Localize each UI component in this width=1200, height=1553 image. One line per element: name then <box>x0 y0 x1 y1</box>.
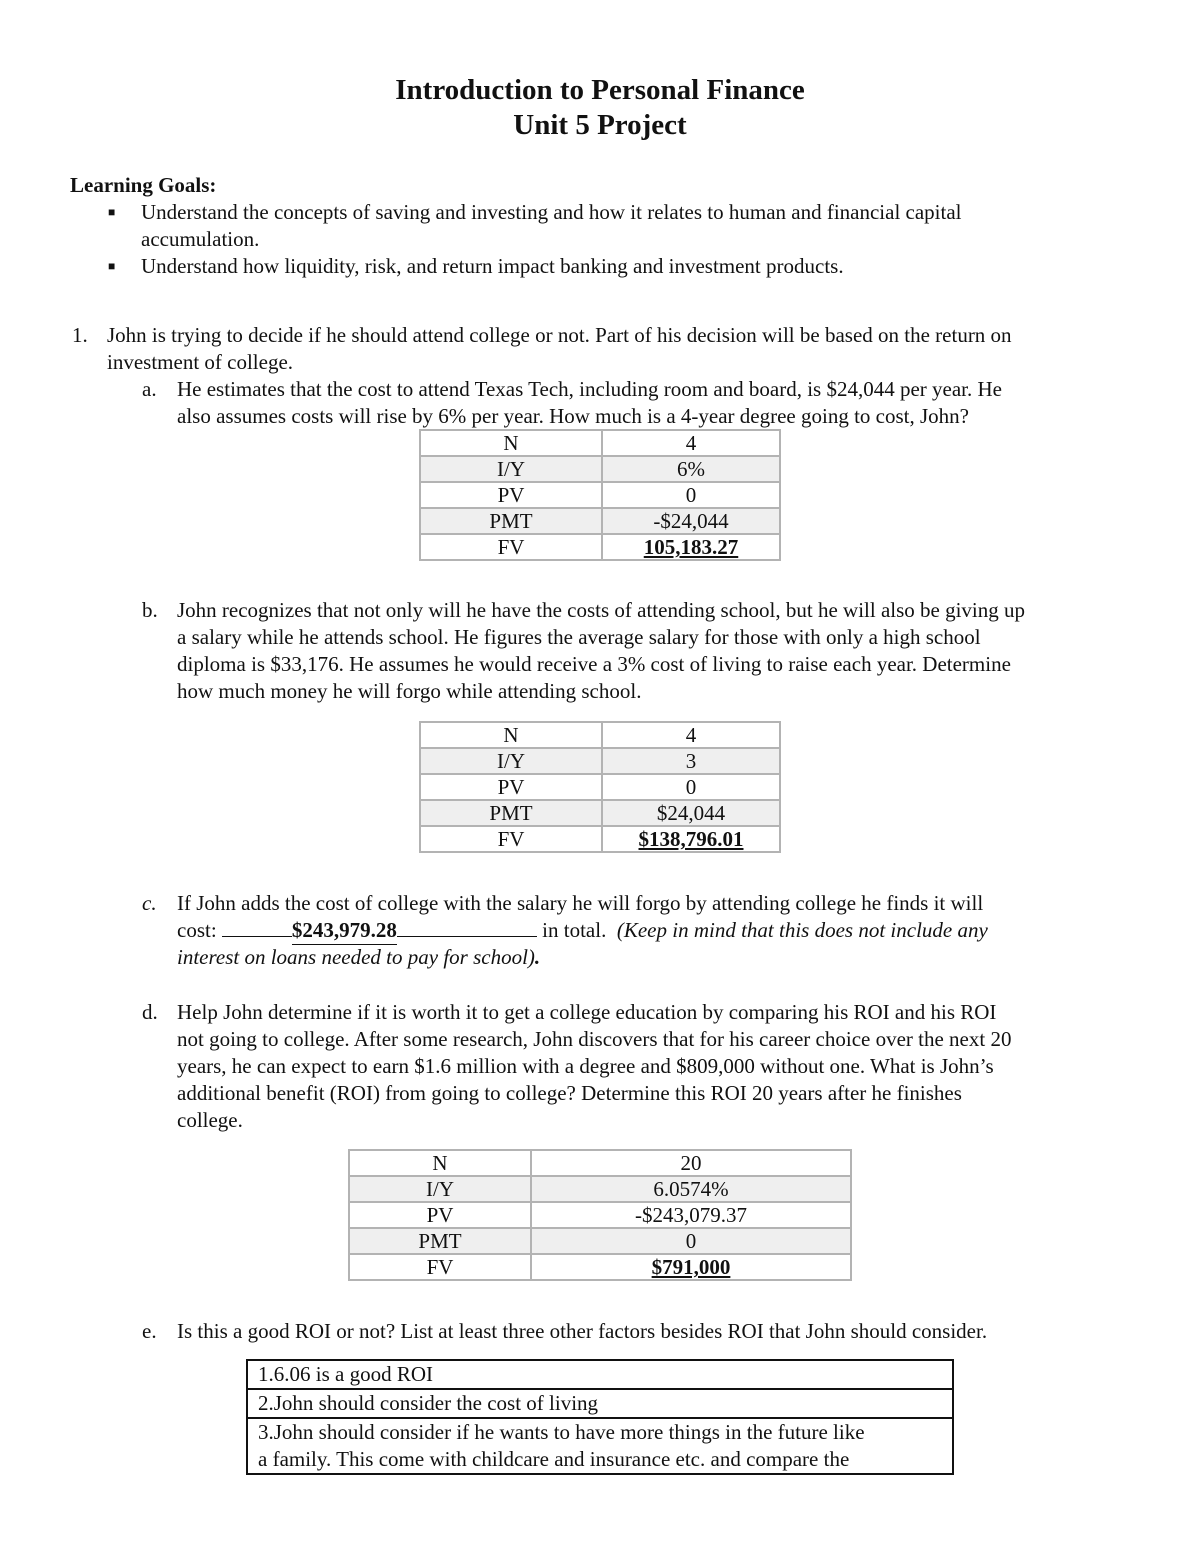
page-title: Introduction to Personal Finance <box>395 74 805 106</box>
row-value <box>602 534 780 560</box>
answer-line: 2.John should consider the cost of living <box>247 1389 953 1418</box>
part-a-text: He estimates that the cost to attend Texas Tech, including room and board, is $24,044 per year. He <box>177 377 1002 401</box>
table-row <box>349 1176 851 1202</box>
table-row <box>420 826 780 852</box>
row-label: I/Y <box>349 1176 531 1202</box>
row-value: 0 <box>602 482 780 508</box>
goal-line: Understand how liquidity, risk, and return impact banking and investment products. <box>141 254 844 278</box>
part-e-text: Is this a good ROI or not? List at least three other factors besides ROI that John should consider. <box>177 1319 988 1343</box>
table-row <box>420 800 780 826</box>
table-row <box>420 534 780 560</box>
answer-box <box>246 1359 954 1475</box>
answer-line: 1.6.06 is a good ROI <box>247 1360 953 1389</box>
part-d-text: college. <box>177 1108 243 1132</box>
table-row <box>247 1360 953 1389</box>
part-b-text: diploma is $33,176. He assumes he would receive a 3% cost of living to raise each year. Determine <box>177 652 1011 676</box>
part-c-letter: c. <box>142 891 157 915</box>
row-value: 20 <box>531 1150 851 1176</box>
tvm-table-a <box>419 429 781 561</box>
part-d-text: Help John determine if it is worth it to get a college education by comparing his ROI and his ROI <box>177 1000 997 1024</box>
part-e-letter: e. <box>142 1319 157 1343</box>
row-label: FV <box>349 1254 531 1280</box>
question-text: investment of college. <box>107 350 294 374</box>
table-row <box>420 456 780 482</box>
part-c-text: If John adds the cost of college with the salary he will forgo by attending college he finds it will <box>177 891 984 915</box>
bullet-icon: ■ <box>108 259 116 273</box>
part-d-text: years, he can expect to earn $1.6 million with a degree and $809,000 without one. What is John’s <box>177 1054 994 1078</box>
row-label: N <box>349 1150 531 1176</box>
part-a-letter: a. <box>142 377 157 401</box>
row-label: PV <box>349 1202 531 1228</box>
fv-answer: $138,796.01 <box>638 827 744 851</box>
table-row <box>420 722 780 748</box>
answer-text: a family. This come with childcare and insurance etc. and compare the <box>258 1447 850 1471</box>
part-d-text: not going to college. After some research, John discovers that for his career choice over the next 20 <box>177 1027 1012 1051</box>
fv-answer: 105,183.27 <box>643 535 739 559</box>
tvm-table-b <box>419 721 781 853</box>
row-value: $24,044 <box>602 800 780 826</box>
answer-text: 3.John should consider if he wants to have more things in the future like <box>258 1420 865 1444</box>
note-text: interest on loans needed to pay for school) <box>177 945 535 969</box>
page-subtitle: Unit 5 Project <box>513 109 687 141</box>
table-row <box>420 748 780 774</box>
part-d-text: additional benefit (ROI) from going to college? Determine this ROI 20 years after he finishes <box>177 1081 962 1105</box>
row-label: N <box>420 430 602 456</box>
row-label: PV <box>420 774 602 800</box>
cost-suffix: in total. <box>536 918 617 942</box>
table-row <box>420 430 780 456</box>
row-label: FV <box>420 826 602 852</box>
row-label: FV <box>420 534 602 560</box>
blank-line <box>222 936 292 937</box>
total-cost-answer: $243,979.28 <box>292 917 397 945</box>
table-row <box>247 1418 953 1474</box>
table-row <box>349 1150 851 1176</box>
row-value: 4 <box>602 722 780 748</box>
answer-line <box>247 1418 953 1474</box>
row-value: 0 <box>602 774 780 800</box>
goal-line: Understand the concepts of saving and investing and how it relates to human and financial capital <box>141 200 962 224</box>
fv-answer: $791,000 <box>651 1255 731 1279</box>
part-c-cost-line <box>177 917 988 945</box>
part-c-note <box>177 944 540 971</box>
question-number: 1. <box>72 323 88 347</box>
question-text: John is trying to decide if he should attend college or not. Part of his decision will be based on the return on <box>107 323 1012 347</box>
row-value <box>531 1254 851 1280</box>
row-label: PMT <box>420 508 602 534</box>
table-row <box>420 774 780 800</box>
bullet-icon: ■ <box>108 205 116 219</box>
row-value: 6% <box>602 456 780 482</box>
row-value: -$24,044 <box>602 508 780 534</box>
row-value: 0 <box>531 1228 851 1254</box>
table-row <box>349 1254 851 1280</box>
row-label: PMT <box>420 800 602 826</box>
blank-line <box>397 936 537 937</box>
part-d-letter: d. <box>142 1000 158 1024</box>
part-a-text: also assumes costs will rise by 6% per year. How much is a 4-year degree going to cost, John? <box>177 404 969 428</box>
row-value <box>602 826 780 852</box>
row-label: N <box>420 722 602 748</box>
row-value: 4 <box>602 430 780 456</box>
part-b-text: how much money he will forgo while attending school. <box>177 679 642 703</box>
part-b-text: a salary while he attends school. He figures the average salary for those with only a high school <box>177 625 981 649</box>
row-value: 6.0574% <box>531 1176 851 1202</box>
part-b-text: John recognizes that not only will he have the costs of attending school, but he will also be giving up <box>177 598 1026 622</box>
note-end: . <box>534 945 541 969</box>
row-label: I/Y <box>420 748 602 774</box>
table-row <box>349 1202 851 1228</box>
row-label: PV <box>420 482 602 508</box>
table-row <box>420 508 780 534</box>
table-row <box>420 482 780 508</box>
goal-line: accumulation. <box>141 227 260 251</box>
row-value: 3 <box>602 748 780 774</box>
learning-goals-heading: Learning Goals: <box>70 173 217 197</box>
table-row <box>247 1389 953 1418</box>
note-text: (Keep in mind that this does not include any <box>616 918 988 942</box>
row-label: PMT <box>349 1228 531 1254</box>
row-label: I/Y <box>420 456 602 482</box>
part-b-letter: b. <box>142 598 158 622</box>
cost-prefix: cost: <box>177 918 222 942</box>
table-row <box>349 1228 851 1254</box>
row-value: -$243,079.37 <box>531 1202 851 1228</box>
tvm-table-d <box>348 1149 852 1281</box>
